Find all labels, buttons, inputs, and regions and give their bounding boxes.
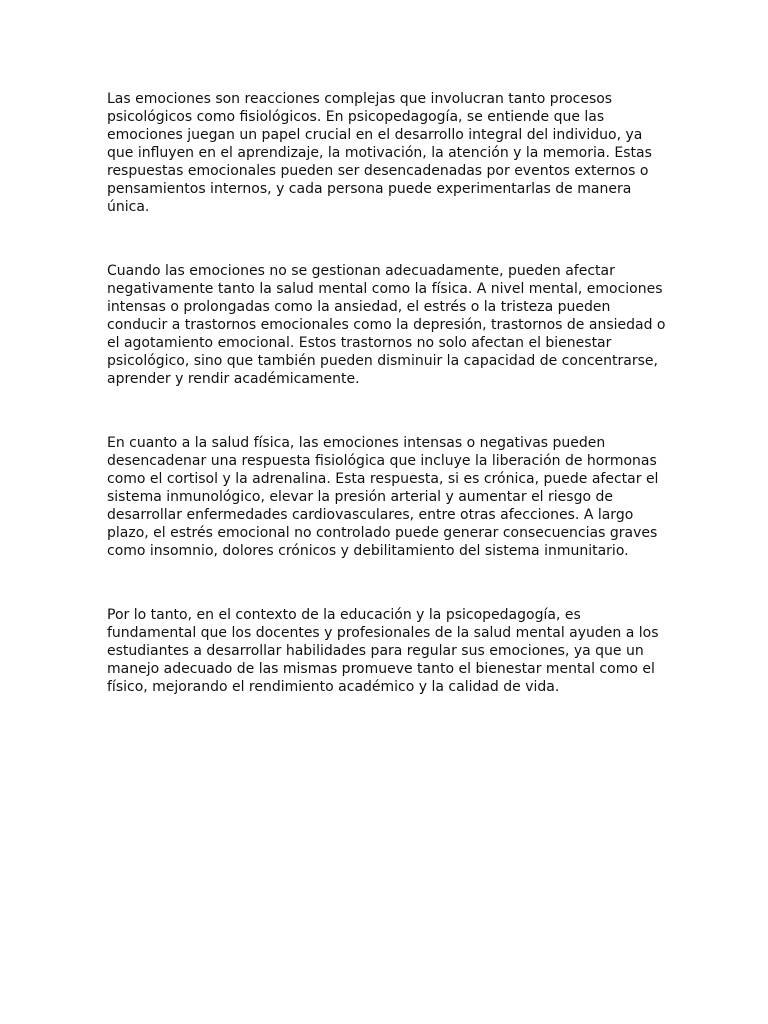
paragraph-4: Por lo tanto, en el contexto de la educación y la psicopedagogía, es fundamental que los docentes y profesionales de la salud mental ayuden a los estudiantes a desarrollar habilidades para regular sus emociones, ya que un manejo adecuado de las mismas promueve tanto el bienestar mental como el físico, mejorando el rendimiento académico y la calidad de vida. — [107, 607, 659, 695]
paragraph-1: Las emociones son reacciones complejas que involucran tanto procesos psicológicos como fisiológicos. En psicopedagogía, se entiende que las emociones juegan un papel crucial en el desarrollo integral del individuo, ya que influyen en el aprendizaje, la motivación, la atención y la memoria. Estas respuestas emocionales pueden ser desencadenadas por eventos externos o pensamientos internos, y cada persona puede experimentarlas de manera única. — [107, 91, 652, 215]
paragraph-spacer — [107, 388, 667, 434]
paragraph-2: Cuando las emociones no se gestionan adecuadamente, pueden afectar negativamente tanto la salud mental como la física. A nivel mental, emociones intensas o prolongadas como la ansiedad, el estrés o la tristeza pueden conducir a trastornos emocionales como la depresión, trastornos de ansiedad o el agotamiento emocional. Estos trastornos no solo afectan el bienestar psicológico, sino que también pueden disminuir la capacidad de concentrarse, aprender y rendir académicamente. — [107, 263, 666, 387]
paragraph-3: En cuanto a la salud física, las emociones intensas o negativas pueden desencadenar una respuesta fisiológica que incluye la liberación de hormonas como el cortisol y la adrenalina. Esta respuesta, si es crónica, puede afectar el sistema inmunológico, elevar la presión arterial y aumentar el riesgo de desarrollar enfermedades cardiovasculares, entre otras afecciones. A largo plazo, el estrés emocional no controlado puede generar consecuencias graves como insomnio, dolores crónicos y debilitamiento del sistema inmunitario. — [107, 435, 659, 559]
paragraph-spacer — [107, 560, 667, 606]
paragraph-spacer — [107, 216, 667, 262]
document-body — [107, 90, 667, 696]
